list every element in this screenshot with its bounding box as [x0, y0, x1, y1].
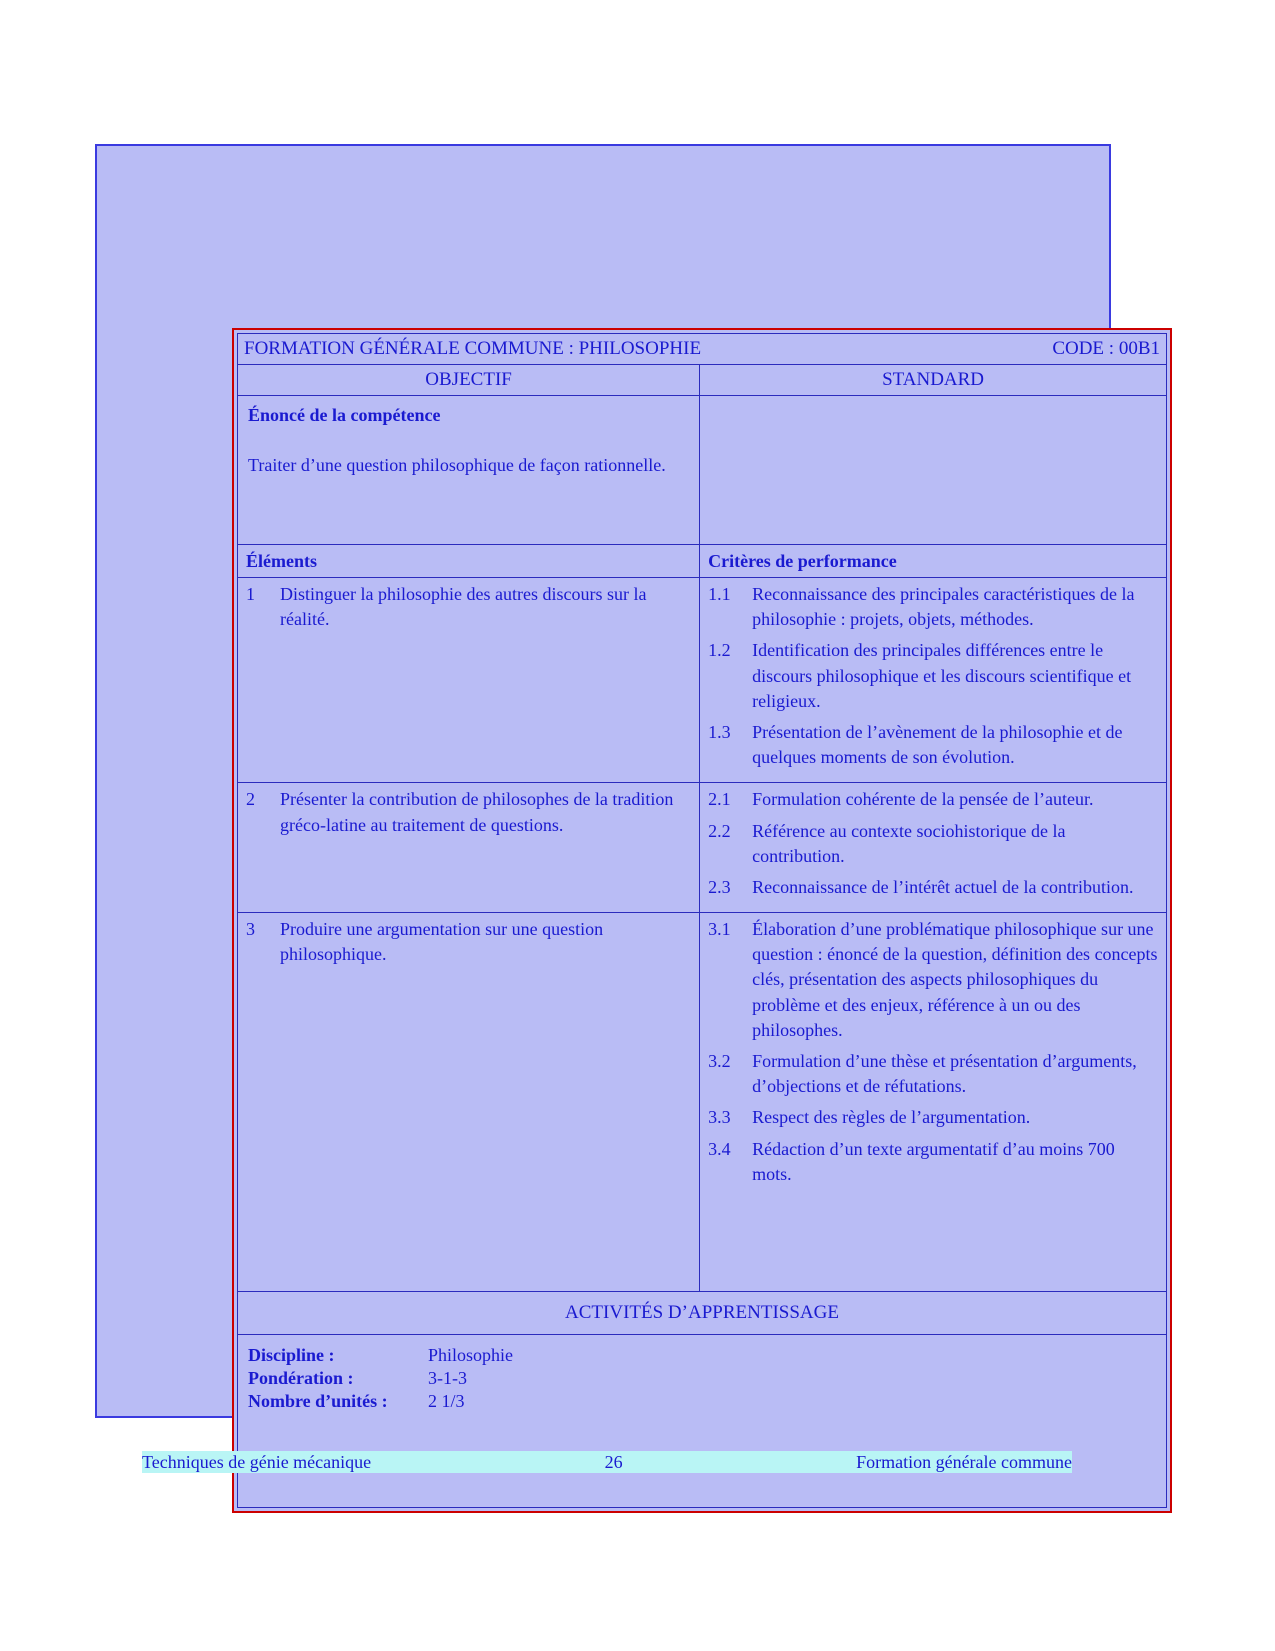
subheading-criteria: Critères de performance: [708, 550, 897, 571]
criteria-cell: [700, 578, 1166, 782]
criteria-cell: [700, 783, 1166, 912]
list-item: [246, 582, 691, 632]
table-row: [238, 913, 1166, 1292]
list-item: [248, 1391, 1156, 1412]
column-title-objectif: OBJECTIF: [238, 365, 700, 395]
criterion-number: 2.3: [708, 876, 731, 897]
info-label-discipline: Discipline :: [248, 1345, 335, 1366]
list-item: [708, 819, 1158, 869]
footer-page-number: 26: [604, 1451, 623, 1472]
column-title-standard: STANDARD: [882, 369, 985, 390]
element-text: Distinguer la philosophie des autres discours sur la réalité.: [280, 584, 647, 630]
criterion-text: Élaboration d’une problématique philosophique sur une question : énoncé de la question, définition des concepts clés, présentation des aspects philosophiques du problème et des enjeux, référence à un ou des philosophes.: [752, 919, 1158, 1040]
criterion-number: 3.4: [708, 1138, 731, 1159]
subheading-elements: Éléments: [238, 545, 700, 577]
criterion-text: Présentation de l’avènement de la philosophie et de quelques moments de son évolution.: [752, 721, 1123, 768]
criterion-text: Référence au contexte sociohistorique de la contribution.: [752, 820, 1066, 866]
info-value-discipline: Philosophie: [428, 1345, 514, 1366]
list-item: [708, 787, 1158, 812]
list-item: [708, 1105, 1158, 1130]
activities-info: [238, 1335, 1166, 1507]
list-item: [708, 1049, 1158, 1099]
criterion-text: Reconnaissance des principales caractéristiques de la philosophie : projets, objets, méthodes.: [752, 584, 1135, 630]
list-item: [248, 1345, 1156, 1366]
info-label-unites: Nombre d’unités :: [248, 1391, 388, 1412]
competency-table: [232, 328, 1172, 1513]
criterion-text: Formulation cohérente de la pensée de l’auteur.: [752, 789, 1094, 810]
element-number: 3: [246, 919, 255, 940]
criterion-number: 2.1: [708, 789, 731, 810]
element-cell: [238, 578, 700, 782]
table-header-row: [238, 334, 1166, 365]
document-page: [95, 144, 1160, 1418]
criterion-number: 3.2: [708, 1051, 731, 1071]
criterion-text: Formulation d’une thèse et présentation d’arguments, d’objections et de réfutations.: [752, 1051, 1137, 1097]
list-item: [708, 875, 1158, 900]
competency-standard-cell-empty: [700, 396, 1166, 544]
competency-code: CODE : 00B1: [1052, 338, 1160, 359]
info-value-ponderation: 3-1-3: [428, 1368, 467, 1389]
criterion-text: Reconnaissance de l’intérêt actuel de la contribution.: [752, 876, 1134, 897]
criterion-number: 1.2: [708, 640, 731, 661]
list-item: [246, 917, 691, 967]
criterion-number: 1.3: [708, 721, 731, 742]
element-text: Produire une argumentation sur une question philosophique.: [280, 919, 604, 965]
table-row: [238, 783, 1166, 913]
footer-section: Formation générale commune: [856, 1451, 1073, 1472]
info-value-unites: 2 1/3: [428, 1391, 465, 1412]
list-item: [708, 1137, 1158, 1187]
element-number: 1: [246, 584, 255, 604]
competency-statement-label: Énoncé de la compétence: [248, 405, 441, 425]
info-label-ponderation: Pondération :: [248, 1368, 354, 1389]
column-titles-row: [238, 365, 1166, 396]
list-item: [708, 720, 1158, 770]
list-item: [708, 638, 1158, 714]
criterion-text: Identification des principales différences entre le discours philosophique et les discours scientifique et religieux.: [752, 640, 1132, 711]
list-item: [708, 917, 1158, 1043]
footer-program: Techniques de génie mécanique: [142, 1451, 372, 1472]
list-item: [246, 787, 691, 837]
competency-table-inner: [237, 333, 1167, 1508]
list-item: [708, 582, 1158, 632]
activities-title: ACTIVITÉS D’APPRENTISSAGE: [238, 1292, 1166, 1335]
element-cell: [238, 783, 700, 912]
competency-statement-text: Traiter d’une question philosophique de façon rationnelle.: [248, 455, 666, 475]
competency-statement-row: [238, 396, 1166, 545]
list-item: [248, 1368, 1156, 1389]
program-title: FORMATION GÉNÉRALE COMMUNE : PHILOSOPHIE: [244, 338, 702, 359]
criterion-number: 3.1: [708, 919, 731, 940]
subheading-row: [238, 545, 1166, 578]
criterion-text: Rédaction d’un texte argumentatif d’au moins 700 mots.: [752, 1138, 1115, 1184]
competency-statement-cell: [238, 396, 700, 544]
criteria-cell: [700, 913, 1166, 1291]
criterion-text: Respect des règles de l’argumentation.: [752, 1107, 1031, 1128]
table-row: [238, 578, 1166, 783]
criterion-number: 1.1: [708, 584, 731, 604]
page-footer: [142, 1451, 1072, 1473]
criterion-number: 3.3: [708, 1107, 731, 1128]
element-text: Présenter la contribution de philosophes de la tradition gréco-latine au traitement de questions.: [280, 789, 674, 835]
element-cell: [238, 913, 700, 1291]
criterion-number: 2.2: [708, 820, 731, 841]
element-number: 2: [246, 789, 255, 810]
